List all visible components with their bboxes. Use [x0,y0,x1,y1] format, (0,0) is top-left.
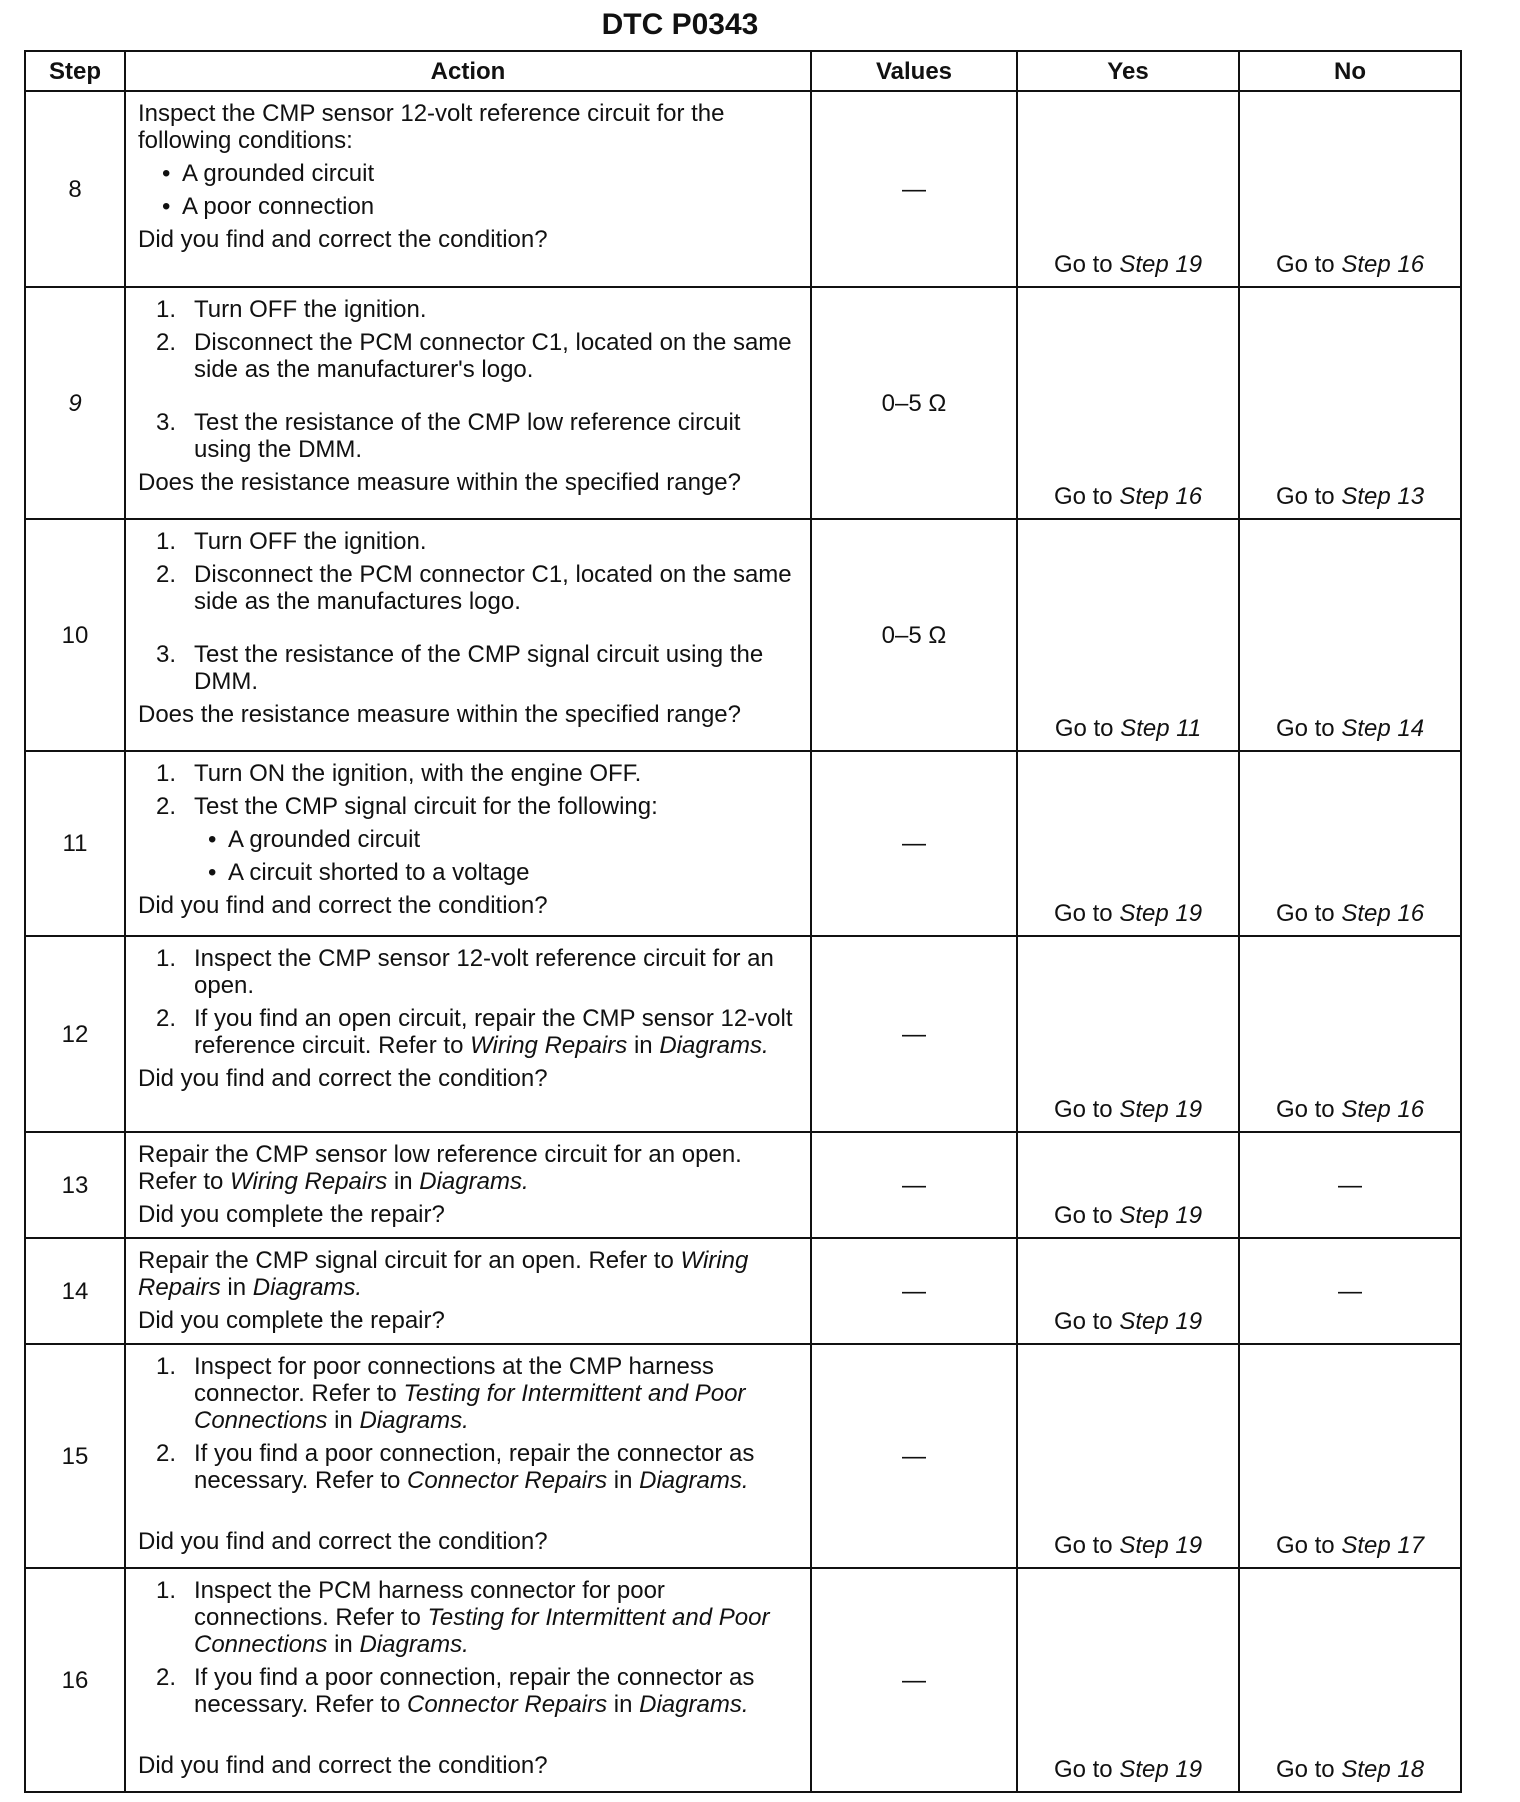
no-step-ref: 16 [1397,251,1425,278]
table-row [25,519,1461,751]
action-text: Repair the CMP signal circuit for an open. Refer to Wiring Repairs in Diagrams. [138,1247,749,1301]
value-cell: — [811,936,1017,1132]
no-step-ref: 14 [1397,715,1425,742]
value-cell: 0–5 Ω [811,287,1017,519]
action-intro: Inspect the CMP sensor 12-volt reference circuit for the following conditions: [138,100,725,154]
no-step-ref: 16 [1397,1096,1425,1123]
yes-step-ref: 19 [1175,251,1203,278]
no-cell: Go to Step 16 [1239,751,1461,936]
action-question: Did you find and correct the condition? [138,1752,548,1779]
value-cell: — [811,1238,1017,1344]
no-cell: Go to Step 14 [1239,519,1461,751]
step-number: 13 [25,1132,125,1238]
numbered-item: 2. If you find a poor connection, repair the connector as necessary. Refer to Connector Repairs in Diagrams. [156,1664,755,1718]
no-step-ref: 17 [1397,1532,1425,1559]
numbered-item: 2. Test the CMP signal circuit for the following: • A grounded circuit • A circuit shorted to a voltage [138,793,800,886]
yes-cell: Go to Step 19 [1017,1132,1239,1238]
diagnostic-table [24,50,1462,1793]
header-row [25,51,1461,91]
action-question: Did you find and correct the condition? [138,1528,548,1555]
yes-cell: Go to Step 19 [1017,1568,1239,1792]
table-row [25,287,1461,519]
action-cell [125,91,811,287]
numbered-item: 1. Turn ON the ignition, with the engine OFF. [156,760,642,787]
value-cell: — [811,1132,1017,1238]
yes-step-ref: 19 [1175,1096,1203,1123]
yes-cell: Go to Step 11 [1017,519,1239,751]
header-no: No [1239,51,1461,91]
table-row [25,751,1461,936]
no-step-ref: 13 [1397,483,1425,510]
action-question: Does the resistance measure within the specified range? [138,469,741,496]
numbered-item: 1. Inspect the CMP sensor 12-volt reference circuit for an open. [156,945,774,999]
yes-cell: Go to Step 19 [1017,1344,1239,1568]
table-row [25,936,1461,1132]
action-cell [125,1132,811,1238]
step-number: 15 [25,1344,125,1568]
numbered-item: 2. Disconnect the PCM connector C1, located on the same side as the manufactures logo. [156,561,792,615]
yes-step-ref: 19 [1175,1532,1203,1559]
numbered-item: 3. Test the resistance of the CMP low reference circuit using the DMM. [156,409,741,463]
value-cell: — [811,751,1017,936]
step-number: 9 [25,287,125,519]
numbered-item: 1. Turn OFF the ignition. [156,528,427,555]
yes-cell: Go to Step 19 [1017,936,1239,1132]
no-cell: Go to Step 18 [1239,1568,1461,1792]
no-cell: — [1239,1132,1461,1238]
table-row [25,91,1461,287]
action-cell [125,1344,811,1568]
action-question: Does the resistance measure within the specified range? [138,701,741,728]
action-cell [125,751,811,936]
no-cell: Go to Step 16 [1239,936,1461,1132]
action-cell [125,519,811,751]
numbered-item: 2. Disconnect the PCM connector C1, located on the same side as the manufacturer's logo. [156,329,792,383]
action-cell [125,287,811,519]
numbered-item: 2. If you find an open circuit, repair the CMP sensor 12-volt reference circuit. Refer to Wiring Repairs in Diagrams. [156,1005,793,1059]
bullet-item: • A grounded circuit [194,826,800,853]
bullet-item: • A poor connection [138,193,800,220]
yes-step-ref: 16 [1175,483,1203,510]
yes-step-ref: 19 [1175,1756,1203,1783]
page-title: DTC P0343 [601,8,759,41]
value-cell: — [811,91,1017,287]
table-row [25,1568,1461,1792]
no-step-ref: 16 [1397,900,1425,927]
yes-cell: Go to Step 19 [1017,1238,1239,1344]
numbered-item: 1. Inspect for poor connections at the CMP harness connector. Refer to Testing for Intermittent and Poor Connections in Diagrams. [156,1353,746,1434]
action-cell [125,1568,811,1792]
yes-step-ref: 11 [1176,715,1202,742]
table-row [25,1344,1461,1568]
no-cell: — [1239,1238,1461,1344]
step-number: 16 [25,1568,125,1792]
yes-cell: Go to Step 19 [1017,91,1239,287]
step-number: 10 [25,519,125,751]
yes-cell: Go to Step 19 [1017,751,1239,936]
action-question: Did you complete the repair? [138,1307,445,1334]
value-cell: 0–5 Ω [811,519,1017,751]
value-cell: — [811,1344,1017,1568]
yes-step-ref: 19 [1175,900,1203,927]
action-text: Repair the CMP sensor low reference circuit for an open. Refer to Wiring Repairs in Diagrams. [138,1141,742,1195]
numbered-item: 1. Turn OFF the ignition. [156,296,427,323]
action-question: Did you find and correct the condition? [138,892,548,919]
table-row [25,1238,1461,1344]
header-values: Values [811,51,1017,91]
numbered-item: 3. Test the resistance of the CMP signal circuit using the DMM. [156,641,764,695]
bullet-item: • A circuit shorted to a voltage [194,859,800,886]
no-cell: Go to Step 17 [1239,1344,1461,1568]
numbered-item: 2. If you find a poor connection, repair the connector as necessary. Refer to Connector Repairs in Diagrams. [156,1440,755,1494]
no-step-ref: 18 [1397,1756,1425,1783]
bullet-item: • A grounded circuit [138,160,800,187]
action-cell [125,1238,811,1344]
step-number: 14 [25,1238,125,1344]
action-cell [125,936,811,1132]
no-cell: Go to Step 13 [1239,287,1461,519]
numbered-item: 1. Inspect the PCM harness connector for poor connections. Refer to Testing for Intermittent and Poor Connections in Diagrams. [156,1577,770,1658]
action-question: Did you find and correct the condition? [138,1065,548,1092]
yes-step-ref: 19 [1175,1202,1203,1229]
step-number: 12 [25,936,125,1132]
header-yes: Yes [1017,51,1239,91]
header-action: Action [125,51,811,91]
step-number: 8 [25,91,125,287]
yes-cell: Go to Step 16 [1017,287,1239,519]
value-cell: — [811,1568,1017,1792]
yes-step-ref: 19 [1175,1308,1203,1335]
action-question: Did you find and correct the condition? [138,226,548,253]
table-row [25,1132,1461,1238]
step-number: 11 [25,751,125,936]
no-cell: Go to Step 16 [1239,91,1461,287]
header-step: Step [25,51,125,91]
action-question: Did you complete the repair? [138,1201,445,1228]
